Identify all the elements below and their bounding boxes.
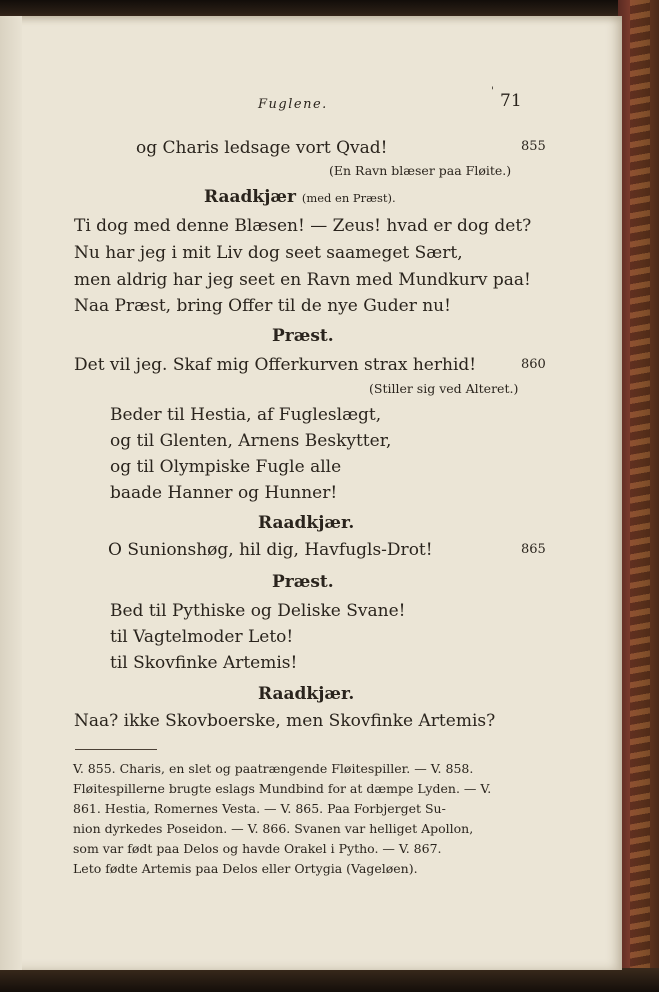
verse-line: og til Olympiske Fugle alle bbox=[110, 457, 342, 477]
speaker-heading: Præst. bbox=[272, 326, 334, 346]
footnote-line: Fløitespillerne brugte eslags Mundbind for at dæmpe Lyden. — V. bbox=[73, 781, 492, 796]
verse-line: Nu har jeg i mit Liv dog seet saameget Sært, bbox=[74, 243, 463, 263]
speaker-heading: Raadkjær. bbox=[258, 513, 355, 533]
speaker-heading: Præst. bbox=[272, 572, 334, 592]
header-mark: ' bbox=[491, 86, 494, 97]
footnote-rule bbox=[75, 749, 157, 750]
running-header: Fuglene. bbox=[258, 97, 328, 112]
verse-line: O Sunionshøg, hil dig, Havfugls-Drot! bbox=[108, 540, 433, 560]
verse-line: Beder til Hestia, af Fugleslægt, bbox=[110, 405, 382, 425]
verse-line: baade Hanner og Hunner! bbox=[110, 483, 338, 503]
speaker-name: Raadkjær bbox=[204, 187, 296, 207]
speaker-heading bbox=[204, 187, 396, 207]
footnote-line: som var født paa Delos og havde Orakel i Pytho. — V. 867. bbox=[73, 841, 442, 856]
line-number: 860 bbox=[521, 357, 546, 372]
book-cover-edge bbox=[618, 0, 659, 992]
page-gutter bbox=[0, 16, 22, 970]
verse-line: Naa Præst, bring Offer til de nye Guder nu! bbox=[74, 296, 451, 316]
stage-direction: (Stiller sig ved Alteret.) bbox=[369, 381, 519, 396]
speaker-note: (med en Præst). bbox=[301, 191, 396, 205]
verse-line: Ti dog med denne Blæsen! — Zeus! hvad er dog det? bbox=[74, 216, 532, 236]
verse-line: Bed til Pythiske og Deliske Svane! bbox=[110, 601, 406, 621]
line-number: 865 bbox=[521, 542, 546, 557]
page-number: 71 bbox=[500, 91, 522, 111]
book-board-bottom bbox=[0, 968, 659, 992]
line-number: 855 bbox=[521, 139, 546, 154]
verse-line: og Charis ledsage vort Qvad! bbox=[136, 138, 388, 158]
verse-line: til Vagtelmoder Leto! bbox=[110, 627, 294, 647]
verse-line: men aldrig har jeg seet en Ravn med Mundkurv paa! bbox=[74, 270, 531, 290]
verse-line: og til Glenten, Arnens Beskytter, bbox=[110, 431, 392, 451]
footnote-line: Leto fødte Artemis paa Delos eller Ortygia (Vageløen). bbox=[73, 861, 418, 876]
footnote-line: nion dyrkedes Poseidon. — V. 866. Svanen var helliget Apollon, bbox=[73, 821, 474, 836]
footnote-line: V. 855. Charis, en slet og paatrængende Fløitespiller. — V. 858. bbox=[73, 761, 474, 776]
stage-direction: (En Ravn blæser paa Fløite.) bbox=[329, 163, 512, 178]
verse-line: Naa? ikke Skovboerske, men Skovfinke Artemis? bbox=[74, 711, 496, 731]
footnote-line: 861. Hestia, Romernes Vesta. — V. 865. Paa Forbjerget Su- bbox=[73, 801, 446, 816]
verse-line: til Skovfinke Artemis! bbox=[110, 653, 298, 673]
verse-line: Det vil jeg. Skaf mig Offerkurven strax herhid! bbox=[74, 355, 477, 375]
speaker-heading: Raadkjær. bbox=[258, 684, 355, 704]
